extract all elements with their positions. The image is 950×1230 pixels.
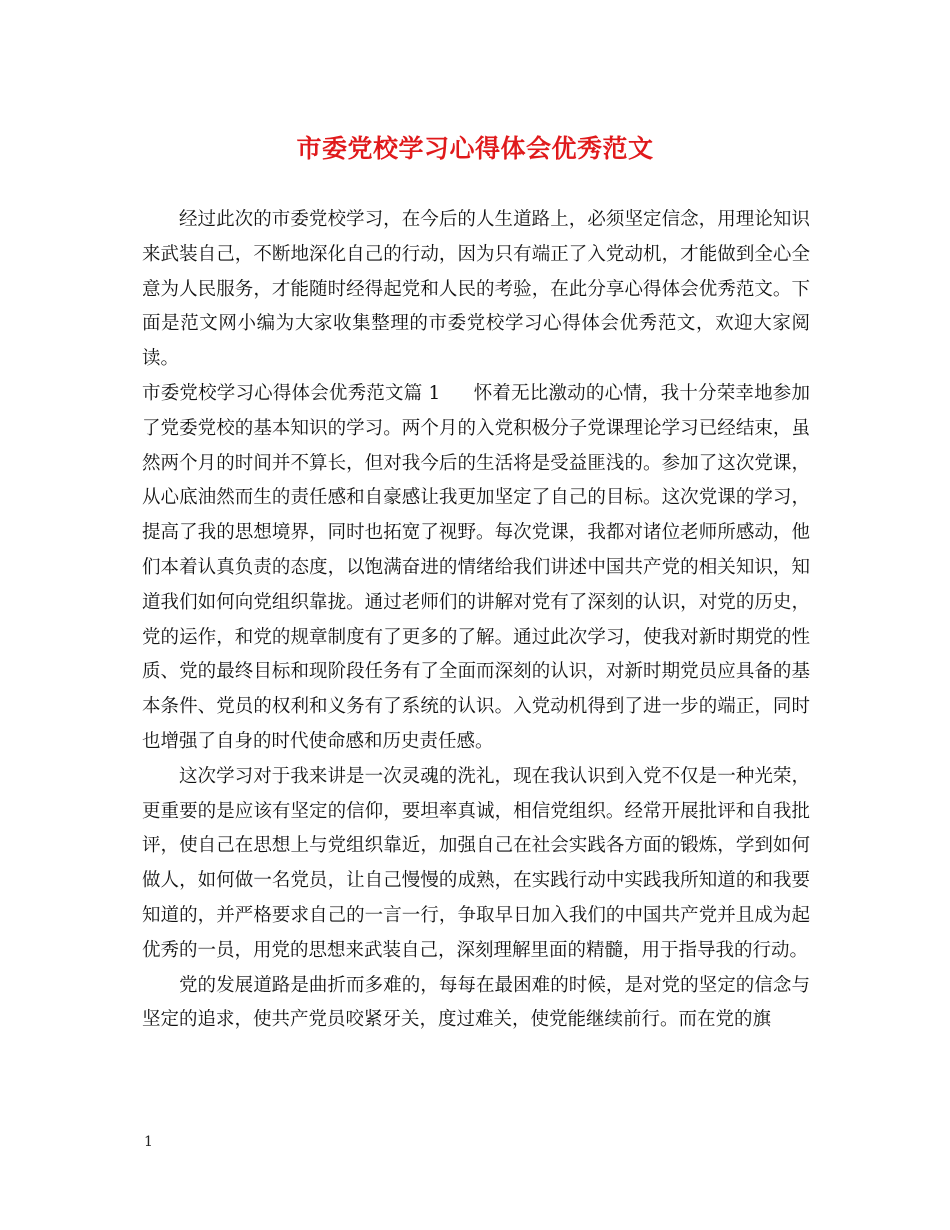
- body-paragraph-3: 党的发展道路是曲折而多难的，每每在最困难的时候，是对党的坚定的信念与坚定的追求，使共产党员咬紧牙关，度过难关，使党能继续前行。而在党的旗: [142, 974, 810, 1031]
- section-1-body: 怀着无比激动的心情，我十分荣幸地参加了党委党校的基本知识的学习。两个月的入党积极分子党课理论学习已经结束，虽然两个月的时间并不算长，但对我今后的生活将是受益匪浅的。参加了这次党课，从心底油然而生的责任感和自豪感让我更加坚定了自己的目标。这次党课的学习，提高了我的思想境界，同时也拓宽了视野。每次党课，我都对诸位老师所感动，他们本着认真负责的态度，以饱满奋进的情绪给我们讲述中国共产党的相关知识，知道我们如何向党组织靠拢。通过老师们的讲解对党有了深刻的认识，对党的历史，党的运作，和党的规章制度有了更多的了解。通过此次学习，使我对新时期党的性质、党的最终目标和现阶段任务有了全面而深刻的认识，对新时期党员应具备的基本条件、党员的权利和义务有了系统的认识。入党动机得到了进一步的端正，同时也增强了自身的时代使命感和历史责任感。: [142, 382, 810, 752]
- section-heading: 市委党校学习心得体会优秀范文篇 1: [142, 382, 441, 404]
- document-body: [142, 203, 810, 1038]
- page-number: 1: [144, 1134, 153, 1150]
- section-1-paragraph: [142, 377, 810, 760]
- body-paragraph-2: 这次学习对于我来讲是一次灵魂的洗礼，现在我认识到入党不仅是一种光荣，更重要的是应该有坚定的信仰，要坦率真诚，相信党组织。经常开展批评和自我批评，使自己在思想上与党组织靠近，加强自己在社会实践各方面的锻炼，学到如何做人，如何做一名党员，让自己慢慢的成熟，在实践行动中实践我所知道的和我要知道的，并严格要求自己的一言一行，争取早日加入我们的中国共产党并且成为起优秀的一员，用党的思想来武装自己，深刻理解里面的精髓，用于指导我的行动。: [142, 765, 810, 961]
- document-title: 市委党校学习心得体会优秀范文: [296, 134, 654, 163]
- intro-paragraph: 经过此次的市委党校学习，在今后的人生道路上，必须坚定信念，用理论知识来武装自己，不断地深化自己的行动，因为只有端正了入党动机，才能做到全心全意为人民服务，才能随时经得起党和人民的考验，在此分享心得体会优秀范文。下面是范文网小编为大家收集整理的市委党校学习心得体会优秀范文，欢迎大家阅读。: [142, 209, 810, 370]
